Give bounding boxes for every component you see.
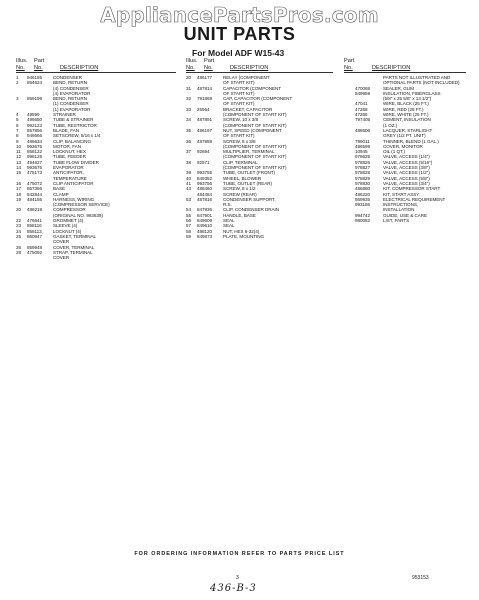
part-description: SCREW, 10 x 3/8: [223, 117, 258, 123]
part-number: 946666: [27, 133, 43, 139]
header-illus: Illus.: [186, 58, 198, 64]
part-description: SLEEVE (4): [53, 223, 78, 229]
part-description: LOCKNUT, HEX: [53, 149, 86, 155]
illus-number: 33: [186, 106, 192, 112]
header-illus: Illus.: [16, 58, 28, 64]
part-number: 859199: [27, 96, 43, 102]
part-description: BEND, RETURN: [53, 96, 87, 102]
part-number: 475072: [27, 180, 43, 186]
illus-number: 18: [16, 191, 22, 197]
part-description: INSULATION, FIBERGLASS: [383, 90, 441, 96]
part-description: BRACKET, CAPACITOR: [223, 106, 273, 112]
part-number: 488120: [197, 228, 213, 234]
part-description: (COMPONENT OF START KIT): [223, 154, 287, 160]
part-number: 842844: [27, 191, 43, 197]
part-number: 475092: [27, 249, 43, 255]
part-number: 849873: [197, 233, 213, 239]
part-number: 859948: [27, 244, 43, 250]
illus-number: 8: [16, 133, 19, 139]
part-description: (1 OZ.): [383, 122, 398, 128]
part-number: 858116: [27, 223, 42, 229]
part-number: 978827: [355, 165, 371, 171]
part-number: 849610: [197, 223, 213, 229]
column-header: [186, 58, 333, 73]
part-number: 993755: [197, 170, 213, 176]
illus-number: 2: [16, 80, 19, 86]
illus-number: 25: [16, 233, 22, 239]
part-number: 487859: [197, 138, 213, 144]
part-description: LACQUER, STARLIGHT: [383, 127, 433, 133]
illus-number: 53: [186, 196, 192, 202]
part-number: 476641: [27, 218, 43, 224]
part-number: 978826: [355, 159, 371, 165]
column-header: [16, 58, 176, 73]
ordering-note: FOR ORDERING INFORMATION REFER TO PARTS PRICE LIST: [134, 551, 345, 557]
part-number: 849609: [197, 218, 213, 224]
part-number: 946185: [27, 75, 43, 80]
part-row: [16, 255, 176, 260]
part-number: 791869: [197, 96, 213, 102]
illus-number: 10: [16, 143, 22, 149]
part-description: BLADE, FAN: [53, 127, 80, 133]
part-row: [186, 234, 333, 239]
part-description: MOTOR, FAN: [53, 143, 81, 149]
illus-number: 22: [16, 218, 22, 224]
part-description: RELAY (COMPONENT: [223, 75, 270, 80]
part-description: PARTS NOT ILLUSTRATED AND: [383, 75, 451, 80]
part-number: 858113: [27, 228, 42, 234]
part-number: 488606: [355, 127, 371, 133]
illus-number: 28: [16, 249, 22, 255]
part-description: CAP, CAPACITOR (COMPONENT: [223, 96, 293, 102]
part-number: 47041: [355, 101, 368, 107]
part-description: ELECTRICAL REQUIREMENT: [383, 196, 446, 202]
illus-number: 55: [186, 212, 192, 218]
part-row: [344, 218, 466, 223]
part-description: OPTIONAL PARTS (NOT INCLUDED): [383, 80, 460, 86]
part-number: 849352: [197, 175, 213, 181]
part-description: GUIDE, USE & CARE: [383, 212, 428, 218]
part-description: VALVE, ACCESS (3/8"): [383, 165, 430, 171]
part-description: (COMPONENT OF START KIT): [223, 112, 287, 118]
part-description: INSTALLATION: [383, 207, 415, 213]
part-description: HANDLE, BASE: [223, 212, 256, 218]
part-description: CLIP, CONDENSER DRAIN: [223, 207, 280, 213]
illus-number: 58: [186, 228, 192, 234]
part-number: 799011: [355, 138, 370, 144]
illus-number: 35: [186, 127, 192, 133]
part-number: 978829: [355, 175, 371, 181]
parts-list: [16, 73, 176, 260]
part-number: 47268: [355, 106, 368, 112]
part-number: 993756: [197, 180, 213, 186]
part-description: OF START KIT): [223, 80, 255, 86]
part-description: COVER, TERMINAL: [53, 244, 95, 250]
part-description: VALVE, ACCESS (1/4"): [383, 154, 430, 160]
part-number: 496650: [27, 117, 43, 123]
header-part: Part: [34, 58, 45, 64]
part-description: (1) CONDENSER: [53, 101, 89, 107]
part-number: 484156: [27, 196, 43, 202]
part-description: NUT, SPEED (COMPONENT: [223, 127, 282, 133]
part-description: R.S.: [223, 202, 232, 208]
part-description: CAPACITOR (COMPONENT: [223, 85, 282, 91]
header-description: DESCRIPTION: [372, 65, 411, 71]
illus-number: 9: [16, 138, 19, 144]
part-number: 486197: [197, 127, 213, 133]
part-number: 978828: [355, 170, 371, 176]
illus-number: 37: [186, 149, 192, 155]
part-description: LIST, PARTS: [383, 218, 410, 224]
model-line: For Model ADF W15-43: [192, 48, 285, 58]
part-description: SCREW, 8 x 1/2: [223, 186, 256, 192]
part-description: TUBE, OUTLET (FRONT): [223, 170, 275, 176]
part-number: 854624: [27, 80, 43, 86]
part-description: GASKET, TERMINAL: [53, 233, 97, 239]
part-number: 980082: [355, 218, 371, 224]
part-description: COVER, MONITOR: [383, 143, 423, 149]
part-description: (4) EVAPORATOR: [53, 90, 91, 96]
header-part: Part: [344, 58, 355, 64]
part-description: TUBE & STRAINER: [53, 117, 94, 123]
parts-column-3: [344, 58, 466, 223]
part-description: VALVE, ACCESS (5/8"): [383, 175, 430, 181]
part-number: 797405: [355, 117, 371, 123]
page-number: 3: [236, 575, 239, 581]
part-number: 47265: [355, 112, 368, 118]
part-description: EVAPORATOR: [53, 165, 84, 171]
part-description: (COMPRESSOR SERVICE): [53, 202, 110, 208]
part-description: (COMPONENT OF START KIT): [223, 165, 287, 171]
part-description: SETSCREW, 5/16 x 1/4: [53, 133, 101, 139]
parts-column-1: [16, 58, 176, 260]
part-description: SEAL: [223, 218, 235, 224]
part-description: CLAMP: [53, 191, 69, 197]
part-number: 10945: [355, 149, 368, 155]
illus-number: 54: [186, 207, 192, 213]
part-description: SEALER, GUM: [383, 85, 414, 91]
part-description: STRAP, TERMINAL: [53, 249, 93, 255]
document-code: 953153: [412, 575, 429, 581]
part-number: 978625: [355, 154, 371, 160]
part-number: 49599: [27, 112, 40, 118]
part-number: 993675: [27, 143, 43, 149]
part-number: 978830: [355, 180, 371, 186]
part-description: OIL (1 QT.): [383, 149, 405, 155]
part-number: 998128: [27, 154, 43, 160]
part-number: 486634: [27, 138, 43, 144]
part-description: LOCKNUT (4): [53, 228, 82, 234]
part-description: KIT, START ASSY.: [383, 191, 420, 197]
part-number: 849959: [355, 90, 371, 96]
part-number: 993186: [355, 202, 371, 208]
part-number: 486880: [355, 186, 371, 192]
header-part: Part: [204, 58, 215, 64]
part-description: VALVE, ACCESS (3/4"): [383, 180, 430, 186]
illus-number: 16: [16, 180, 22, 186]
part-description: SEAL: [223, 223, 235, 229]
part-description: TUBE, RESTRICTOR: [53, 122, 97, 128]
part-description: SCREW, 8 x 3/8: [223, 138, 256, 144]
illus-number: 26: [16, 244, 22, 250]
part-number: 484484: [197, 191, 213, 197]
part-description: MULTIPLIER, TERMINAL: [223, 149, 275, 155]
part-number: 994742: [355, 212, 371, 218]
part-description: TUBE FLOW DIVIDER: [53, 159, 99, 165]
part-description: WIRE, WHITE (25 FT.): [383, 112, 429, 118]
part-description: CONDENSER SUPPORT,: [223, 196, 276, 202]
illus-number: 13: [16, 159, 22, 165]
part-description: VALVE, ACCESS (5/16"): [383, 159, 433, 165]
illus-number: 11: [16, 149, 21, 155]
illus-number: 3: [16, 96, 19, 102]
illus-number: 17: [16, 186, 22, 192]
illus-number: 23: [16, 223, 22, 229]
part-description: PLATE, MOUNTING: [223, 233, 265, 239]
header-part-no: No.: [344, 65, 353, 71]
part-number: 25564: [197, 106, 210, 112]
part-description: (4) CONDENSER: [53, 85, 89, 91]
part-number: 869935: [355, 196, 371, 202]
parts-list: [344, 73, 466, 223]
part-description: (ORIGINAL NO. 993639): [53, 212, 103, 218]
part-description: VALVE, ACCESS (1/2"): [383, 170, 430, 176]
part-description: CEMENT, INSULATION: [383, 117, 431, 123]
part-description: OF START KIT): [223, 90, 255, 96]
illus-number: 34: [186, 117, 192, 123]
header-description: DESCRIPTION: [60, 65, 99, 71]
illus-number: 56: [186, 218, 192, 224]
illus-number: 30: [186, 75, 192, 80]
illus-number: 14: [16, 165, 22, 171]
column-header: [344, 58, 466, 73]
illus-number: 12: [16, 154, 22, 160]
part-number: 857856: [27, 127, 43, 133]
part-description: CLIP, BALANCING: [53, 138, 91, 144]
part-description: TUBE, FEEDER: [53, 154, 86, 160]
part-description: WIRE, RED (25 FT.): [383, 106, 424, 112]
part-description: CLIP ANTICIPATOR: [53, 180, 94, 186]
part-number: 487891: [197, 117, 213, 123]
illus-number: 41: [186, 180, 192, 186]
part-description: (COMPONENT OF START KIT): [223, 143, 287, 149]
part-number: 475173: [27, 170, 43, 176]
part-number: 494627: [27, 159, 43, 165]
part-number: 860947: [27, 233, 43, 239]
illus-number: 38: [186, 159, 192, 165]
illus-number: 24: [16, 228, 22, 234]
part-number: 993676: [27, 165, 43, 171]
part-number: 92571: [197, 159, 210, 165]
illus-number: 15: [16, 170, 22, 176]
part-description: (5/8" x 25 5/8" x 13 1/2"): [383, 96, 432, 102]
part-description: TEMPERATURE: [53, 175, 87, 181]
part-description: BEND, RETURN: [53, 80, 87, 86]
illus-number: 6: [16, 122, 19, 128]
part-description: (1) EVAPORATOR: [53, 106, 91, 112]
part-description: THINNER, BLEND (1 GAL.): [383, 138, 439, 144]
part-number: 487816: [197, 196, 213, 202]
part-description: STRAINER: [53, 112, 76, 118]
illus-number: 59: [186, 233, 192, 239]
header-no: No.: [186, 65, 195, 71]
part-number: 847901: [197, 212, 213, 218]
illus-number: 32: [186, 96, 192, 102]
illus-number: 43: [186, 186, 192, 192]
part-description: TUBE, OUTLET (REAR): [223, 180, 272, 186]
handwritten-note: 436-B-3: [210, 583, 257, 594]
part-description: CONDENSER: [53, 75, 82, 80]
illus-number: 20: [16, 207, 22, 213]
part-number: 486220: [355, 191, 371, 197]
illus-number: 5: [16, 117, 19, 123]
part-number: 486599: [355, 143, 371, 149]
illus-number: 19: [16, 196, 22, 202]
illus-number: [16, 255, 27, 260]
part-description: WIRE, BLACK (25 FT.): [383, 101, 429, 107]
header-part-no: No.: [204, 65, 213, 71]
part-description: COVER: [53, 255, 70, 261]
part-description: SCREW (REAR): [223, 191, 257, 197]
header-no: No.: [16, 65, 25, 71]
illus-number: 31: [186, 85, 192, 91]
part-description: HARNESS, WIRING: [53, 196, 95, 202]
part-number: 847836: [197, 207, 213, 213]
part-number: 487814: [197, 85, 213, 91]
part-number: 488460: [197, 186, 213, 192]
illus-number: 36: [186, 138, 192, 144]
part-description: ANTICIPATOR,: [53, 170, 84, 176]
part-number: [27, 255, 53, 260]
parts-column-2: [186, 58, 333, 239]
illus-number: 4: [16, 112, 19, 118]
part-description: COVER: [53, 239, 70, 245]
part-number: 858122: [27, 149, 43, 155]
part-description: WHEEL, BLOWER: [223, 175, 262, 181]
part-description: BASE: [53, 186, 66, 192]
part-description: NUT, HEX 6-32(4): [223, 228, 260, 234]
header-part-no: No.: [34, 65, 43, 71]
watermark: AppliancePartsPros.com: [100, 3, 379, 27]
part-number: 486219: [27, 207, 43, 213]
part-number: 470068: [355, 85, 371, 91]
part-description: (COMPONENT OF START KIT): [223, 122, 287, 128]
illus-number: 40: [186, 175, 192, 181]
illus-number: 39: [186, 170, 192, 176]
part-number: 857356: [27, 186, 43, 192]
parts-list: [186, 73, 333, 239]
part-description: OF START KIT): [223, 101, 255, 107]
part-number: 92694: [197, 149, 210, 155]
header-description: DESCRIPTION: [230, 65, 269, 71]
part-number: 992123: [27, 122, 43, 128]
part-description: COMPRESSOR: [53, 207, 86, 213]
illus-number: [344, 218, 355, 223]
part-description: GROMMET (4): [53, 218, 84, 224]
illus-number: 1: [16, 75, 19, 80]
part-description: KIT, COMPRESSOR START: [383, 186, 441, 192]
part-description: INSTRUCTIONS,: [383, 202, 419, 208]
part-description: OF START KIT): [223, 133, 255, 139]
page-title: UNIT PARTS: [183, 24, 296, 44]
illus-number: 57: [186, 223, 192, 229]
part-description: CLIP, TERMINAL: [223, 159, 258, 165]
illus-number: 7: [16, 127, 19, 133]
part-description: GREY (1/2 PT. UNIT): [383, 133, 426, 139]
part-number: 486177: [197, 75, 213, 80]
